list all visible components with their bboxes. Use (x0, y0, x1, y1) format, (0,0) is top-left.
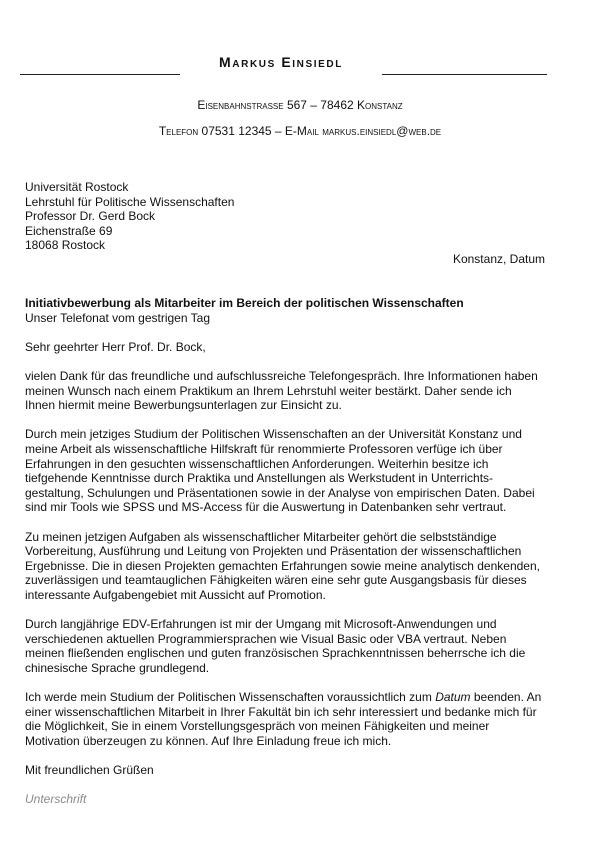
letterhead-rule-left (20, 74, 180, 75)
recipient-line: Professor Dr. Gerd Bock (25, 209, 156, 224)
body-paragraph: Zu meinen jetzigen Aufgaben als wissenschaftlicher Mitarbeiter gehört die selbstständige Vorbereitung, Ausführung und Leitung von Projekten und Präsentation der wissenschaftlichen Ergebnisse. Die in diesen Projekten gemachten Erfahrungen sowie meine analytisch denkenden, zuverlässigen und teamtauglichen Fähigkeiten wären eine sehr gute Ausgangsbasis für dieses interessante Aufgabengebiet mit Aussicht auf Promotion. (25, 529, 540, 602)
recipient-line: Universität Rostock (25, 180, 129, 194)
place-date: Konstanz, Datum (452, 252, 545, 266)
recipient-line: Eichenstraße 69 (25, 223, 113, 238)
date-placeholder: Datum (435, 690, 471, 705)
body-paragraph: vielen Dank für das freundliche und aufschlussreiche Telefongespräch. Ihre Informationen haben meinen Wunsch nach einem Praktikum an Ihrem Lehrstuhl weiter bestärkt. Daher sende ich Ihnen hiermit meine Bewerbungsunterlagen zur Einsicht zu. (25, 368, 538, 413)
recipient-line: Lehrstuhl für Politische Wissenschaften (25, 194, 235, 209)
closing-text-start: Ich werde mein Studium der Politischen Wissenschaften voraussichtlich zum (25, 690, 436, 705)
closing-formula: Mit freundlichen Grüßen (25, 763, 154, 777)
closing-text-end: beenden. An einer wissenschaftlichen Mitarbeit in Ihrer Fakultät bin ich sehr interessiert und bedanke mich für die Möglichkeit, Sie in einem Vorstellungsgespräch von meinen Fähigkeiten und meiner Motivation überzeugen zu können. Auf Ihre Einladung freue ich mich. (25, 690, 542, 748)
subject-block (25, 296, 545, 325)
letter-body (25, 296, 545, 821)
signature-placeholder: Unterschrift (25, 792, 87, 807)
salutation: Sehr geehrter Herr Prof. Dr. Bock, (25, 339, 206, 354)
sender-name: Markus Einsiedl (219, 54, 343, 70)
recipient-address (25, 180, 234, 253)
body-paragraph: Durch langjährige EDV-Erfahrungen ist mir der Umgang mit Microsoft-Anwendungen und verschiedenen aktuellen Programmiersprachen wie Visual Basic oder VBA vertraut. Neben meinen fließenden englischen und guten französischen Sprachkenntnissen beherrsche ich die chinesische Sprache grundlegend. (25, 617, 526, 675)
letterhead-rule-right (382, 74, 547, 75)
letterhead-name-row (0, 52, 600, 76)
recipient-line: 18068 Rostock (25, 238, 106, 253)
closing-paragraph (25, 690, 545, 748)
body-paragraph: Durch mein jetziges Studium der Politischen Wissenschaften an der Universität Konstanz und meine Arbeit als wissenschaftliche Hilfskraft für renommierte Professoren verfüge ich über Erfahrungen in den gesuchten wissenschaftlichen Anforderungen. Weiterhin besitze ich tiefgehende Kenntnisse durch Praktika und Anstellungen als Werkstudent in Unterrichts-gestaltung, Schulungen und Präsentationen sowie in der Analyse von empirischen Daten. Dabei sind mir Tools wie SPSS und MS-Access für die Auswertung in Datenbanken sehr vertraut. (25, 427, 535, 515)
sender-contact: Telefon 07531 12345 – E-Mail markus.einsiedl@web.de (158, 124, 442, 138)
subject-title: Initiativbewerbung als Mitarbeiter im Bereich der politischen Wissenschaften (25, 296, 464, 310)
sender-address: Eisenbahnstrasse 567 – 78462 Konstanz (197, 98, 403, 112)
subject-reference: Unser Telefonat vom gestrigen Tag (25, 310, 210, 325)
